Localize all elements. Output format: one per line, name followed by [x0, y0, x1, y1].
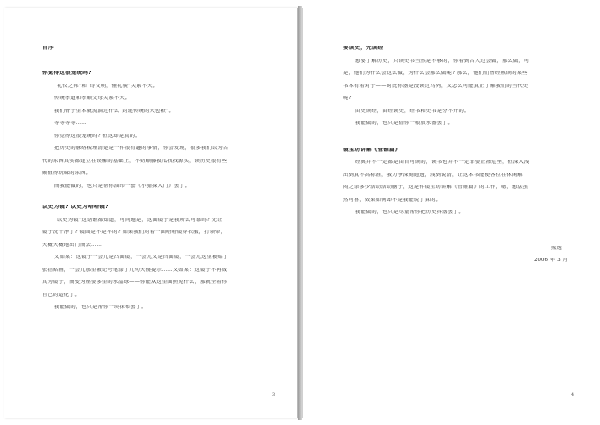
paragraph-line: 又如某：这镜子一会儿是凸面镜，一会儿又是凹面镜，一会儿这里被贴了 — [54, 255, 229, 260]
paragraph-line: 而我能做的，也只是帮你油印一套《小猎探入门》罢了。 — [54, 183, 191, 189]
paragraph-line: 我能做的，也只是借你一根放水器罢了。 — [355, 121, 454, 126]
paragraph-line: 我能做的，也只是尽量帮你把历史抖落罢了。 — [355, 210, 464, 215]
right-page — [302, 8, 596, 418]
paragraph-line: “以史为镜”这话谁都知道，可问题是，这面镜子是我所么可靠吗? 先让 — [54, 217, 223, 223]
paragraph-line: 呢? — [343, 96, 352, 101]
section-heading: 要读史，先读经 — [343, 46, 384, 51]
paragraph-line: 想要了解历史，只读史书当然是不够的，你看到古人过会做，那么做，可 — [355, 58, 530, 64]
paragraph-line: 然可喜，效果如何却不是我能说了算的。 — [343, 197, 442, 203]
page-title: 自序 — [42, 46, 54, 51]
section-heading: 你觉得这很笼统吗? — [42, 71, 92, 76]
paragraph-line: 等等等等…… — [54, 121, 87, 126]
paragraph-line: 大概大概地出门而去…… — [42, 242, 102, 248]
paragraph-line: 张招贴画，一会儿那里被记号笔涂了几句大傻提示……又如某：这镜子不再成 — [42, 267, 228, 273]
author-signature: 熊逸 — [551, 245, 562, 251]
paragraph-line: 是，他们为什么会这么做，为什么会那么做呢? 那么，他们们曾经熟读的某些 — [343, 71, 528, 76]
paragraph-line: 由史读经，由经读史，经书和史书是分不开的。 — [355, 108, 470, 114]
paragraph-line: 我能做的，也只是帮你一块抹布罢了。 — [54, 305, 147, 310]
paragraph-line: 镜子洗干净了? 镜面是不是平的? 如果我们对着一面哈哈镜穿衣服，打领带， — [42, 230, 226, 235]
left-page-content — [42, 46, 273, 318]
paragraph-line: 颇值得玩味的东西。 — [42, 171, 92, 176]
left-page — [4, 8, 298, 418]
paragraph-line: 代的东西其实都建立在误解的基础上，不妨顺藤摸瓜找找源头，读历史很有些 — [42, 158, 228, 164]
right-page-content — [343, 46, 570, 271]
paragraph-line: 闷之余多少活动活动脑子，这是件镜宝坊讲解《管锥篇》的工作，嗯，想法虽 — [343, 185, 529, 190]
paragraph-line: 我们骨子里本就流淌过什么“封建传统的大包袱”。 — [54, 108, 175, 114]
page-number: 3 — [272, 393, 275, 398]
paragraph-line: 自己的造化了。 — [42, 292, 81, 298]
page-number: 4 — [571, 393, 574, 398]
signature-date: 2006 年 3 月 — [534, 258, 568, 263]
paragraph-line: 经典并不一定都是由目可读的，读书也并不一定非要正襟危坐，但深入浅 — [355, 160, 530, 165]
paragraph-line: 你觉得这很笼统吗? 但这却是真的。 — [54, 133, 141, 139]
section-heading: 镜宝坊讲解《管锥篇》 — [343, 147, 401, 153]
paragraph-line: “礼仪之邦”和“诗文明，懂礼貌”关系不大。 — [54, 83, 159, 89]
paragraph-line: 其为镜子，而变为座要多里的水晶球——你能从这里面照见什么，那就全看你 — [42, 280, 228, 285]
paragraph-line: 出到真不高标准，我力争深刻通透，浅到说清，让这本书能使各位在休闲解 — [343, 172, 523, 178]
section-heading: 以史为镜? 以史为哈哈镜? — [42, 205, 109, 210]
paragraph-line: 传统孝道和孝顺父母关系不大。 — [54, 96, 131, 101]
paragraph-line: 把历史的脉络梳理清楚是一件很有趣的事情，你会发现，很多我们以为古 — [54, 146, 229, 151]
paragraph-line: 书本有着对于——时比你器是没读过马列，又怎么可能真正了解我们的当代史 — [343, 83, 529, 89]
